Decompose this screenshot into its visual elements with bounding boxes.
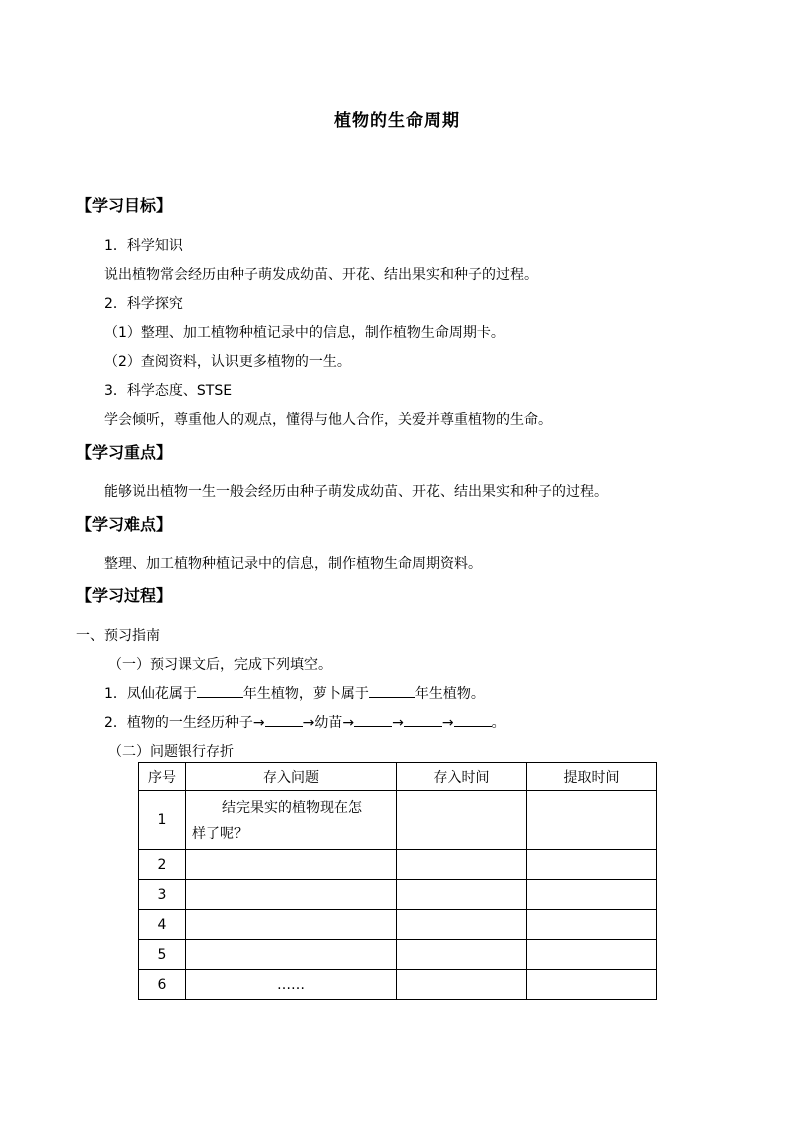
withdraw-time-cell[interactable] [527,850,657,880]
arrow: → [441,715,454,731]
table-row [139,940,657,970]
objectives-heading: 【学习目标】 [76,196,173,215]
objective-3-text: 学会倾听，尊重他人的观点，懂得与他人合作，关爱并尊重植物的生命。 [104,412,552,428]
objective-2-item-2: （2）查阅资料，认识更多植物的一生。 [104,354,351,370]
preview-sub-2: （二）问题银行存折 [108,744,234,760]
fill-question-1-part-b: 年生植物，萝卜属于 [242,686,369,702]
answer-blank[interactable] [369,683,415,698]
period: 。 [491,715,506,731]
question-cell[interactable] [186,850,397,880]
row-number: 2 [139,850,186,880]
answer-blank[interactable] [265,712,303,727]
answer-blank[interactable] [454,712,492,727]
deposit-time-cell[interactable] [397,850,527,880]
objective-3-heading: 3．科学态度、STSE [104,383,233,399]
objective-2-item-1: （1）整理、加工植物种植记录中的信息，制作植物生命周期卡。 [104,325,505,341]
deposit-time-cell[interactable] [397,910,527,940]
fill-question-1-part-c: 年生植物。 [414,686,485,702]
withdraw-time-cell[interactable] [527,970,657,1000]
row-number: 1 [139,791,186,850]
table-row [139,970,657,1000]
column-header: 序号 [139,763,186,791]
preview-sub-1: （一）预习课文后，完成下列填空。 [108,657,332,673]
deposit-time-cell[interactable] [397,970,527,1000]
withdraw-time-cell[interactable] [527,910,657,940]
answer-blank[interactable] [197,683,243,698]
fill-question-2-part-b: →幼苗→ [302,715,355,731]
row-number: 5 [139,940,186,970]
objective-1-text: 说出植物常会经历由种子萌发成幼苗、开花、结出果实和种子的过程。 [104,267,538,283]
row-number: 4 [139,910,186,940]
deposit-time-cell[interactable] [397,880,527,910]
withdraw-time-cell[interactable] [527,940,657,970]
question-cell[interactable] [186,880,397,910]
row-number: 6 [139,970,186,1000]
question-cell[interactable] [186,940,397,970]
preview-heading: 一、预习指南 [76,628,160,644]
difficulty-text: 整理、加工植物种植记录中的信息，制作植物生命周期资料。 [104,556,482,572]
row-number: 3 [139,880,186,910]
column-header: 存入问题 [186,763,397,791]
focus-text: 能够说出植物一生一般会经历由种子萌发成幼苗、开花、结出果实和种子的过程。 [104,484,608,500]
withdraw-time-cell[interactable] [527,880,657,910]
page-title: 植物的生命周期 [334,111,460,131]
question-cell[interactable] [186,910,397,940]
deposit-time-cell[interactable] [397,791,527,850]
question-line: 结完果实的植物现在怎 [222,800,362,816]
question-line: 样了呢？ [192,826,248,842]
objective-2-heading: 2．科学探究 [104,296,183,312]
question-cell[interactable]: …… [186,970,397,1000]
table-row [139,910,657,940]
fill-question-2 [104,712,506,732]
answer-blank[interactable] [404,712,442,727]
deposit-time-cell[interactable] [397,940,527,970]
focus-heading: 【学习重点】 [76,443,173,462]
question-bank-table [138,762,657,1000]
table-row [139,791,657,850]
table-header-row [139,763,657,791]
column-header: 提取时间 [527,763,657,791]
difficulty-heading: 【学习难点】 [76,515,173,534]
fill-question-2-part-a: 2．植物的一生经历种子→ [104,715,265,731]
process-heading: 【学习过程】 [76,586,173,605]
withdraw-time-cell[interactable] [527,791,657,850]
fill-question-1-part-a: 1．凤仙花属于 [104,686,197,702]
fill-question-1 [104,683,485,703]
table-row [139,880,657,910]
objective-1-heading: 1．科学知识 [104,238,183,254]
question-cell[interactable] [186,791,397,850]
arrow: → [392,715,404,731]
answer-blank[interactable] [354,712,392,727]
column-header: 存入时间 [397,763,527,791]
table-row [139,850,657,880]
